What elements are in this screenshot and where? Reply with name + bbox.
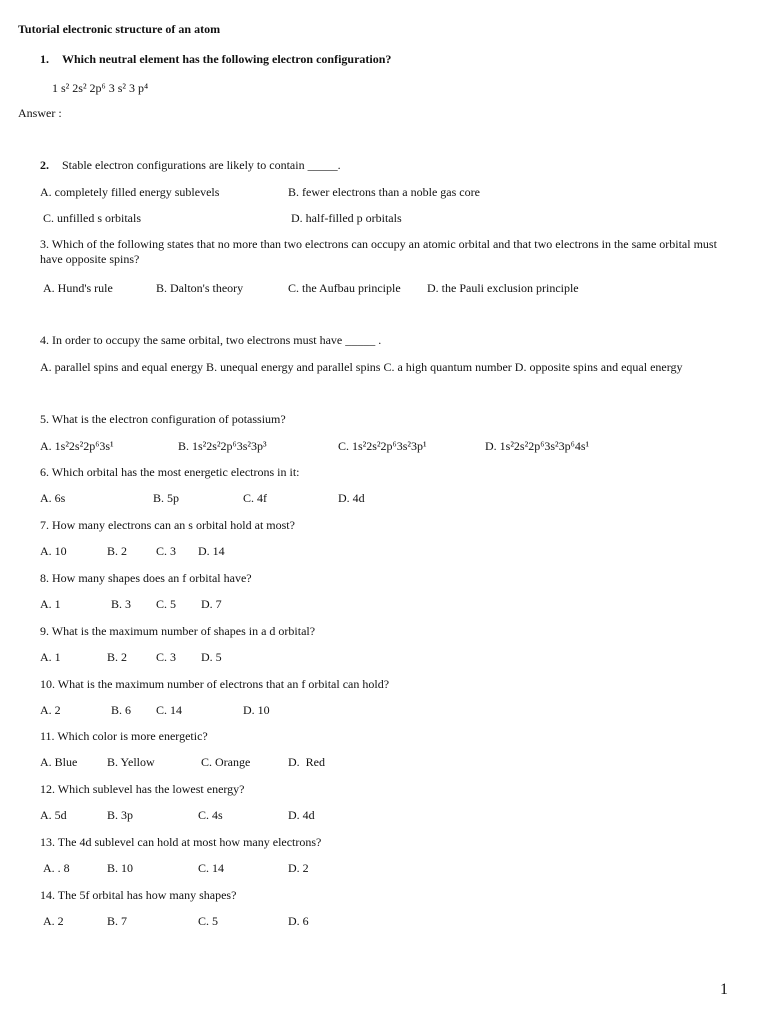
q2-option-d: D. half-filled p orbitals bbox=[291, 211, 402, 225]
q3-option-b: B. Dalton's theory bbox=[156, 281, 244, 295]
q14-text: 14. The 5f orbital has how many shapes? bbox=[40, 888, 237, 902]
q10-option-b: B. 6 bbox=[111, 703, 132, 717]
q9-option-c: C. 3 bbox=[156, 650, 177, 664]
q11-option-a: A. Blue bbox=[40, 755, 78, 769]
q14-option-d: D. 6 bbox=[288, 914, 309, 928]
q12-option-b: B. 3p bbox=[107, 808, 134, 822]
q1-answer-label: Answer : bbox=[18, 106, 62, 120]
q13-text: 13. The 4d sublevel can hold at most how many electrons? bbox=[40, 835, 322, 849]
q4-options: A. parallel spins and equal energy B. unequal energy and parallel spins C. a high quantum number D. opposite spins and equal energy bbox=[40, 360, 683, 374]
q11-option-d: D. Red bbox=[288, 755, 325, 769]
q13-option-b: B. 10 bbox=[107, 861, 134, 875]
q7-option-d: D. 14 bbox=[198, 544, 225, 558]
q5-option-c: C. 1s²2s²2p⁶3s²3p¹ bbox=[338, 439, 427, 453]
q7-option-a: A. 10 bbox=[40, 544, 67, 558]
q3-option-a: A. Hund's rule bbox=[43, 281, 113, 295]
q12-text: 12. Which sublevel has the lowest energy? bbox=[40, 782, 245, 796]
q2-option-b: B. fewer electrons than a noble gas core bbox=[288, 185, 480, 199]
q5-option-d: D. 1s²2s²2p⁶3s²3p⁶4s¹ bbox=[485, 439, 590, 453]
q5-text: 5. What is the electron configuration of potassium? bbox=[40, 412, 286, 426]
q2-number: 2. bbox=[40, 158, 49, 172]
q10-text: 10. What is the maximum number of electrons that an f orbital can hold? bbox=[40, 677, 390, 691]
q9-option-b: B. 2 bbox=[107, 650, 128, 664]
q12-option-c: C. 4s bbox=[198, 808, 223, 822]
q14-option-a: A. 2 bbox=[43, 914, 64, 928]
q10-option-c: C. 14 bbox=[156, 703, 183, 717]
q6-option-d: D. 4d bbox=[338, 491, 365, 505]
q6-option-c: C. 4f bbox=[243, 491, 267, 505]
document-title: Tutorial electronic structure of an atom bbox=[18, 22, 221, 36]
q8-text: 8. How many shapes does an f orbital have? bbox=[40, 571, 252, 585]
q8-option-d: D. 7 bbox=[201, 597, 222, 611]
q5-option-b: B. 1s²2s²2p⁶3s²3p³ bbox=[178, 439, 267, 453]
q11-text: 11. Which color is more energetic? bbox=[40, 729, 208, 743]
q10-option-a: A. 2 bbox=[40, 703, 61, 717]
q8-option-a: A. 1 bbox=[40, 597, 61, 611]
q7-option-b: B. 2 bbox=[107, 544, 128, 558]
q6-option-b: B. 5p bbox=[153, 491, 180, 505]
q1-configuration: 1 s² 2s² 2p⁶ 3 s² 3 p⁴ bbox=[52, 81, 149, 95]
q11-option-c: C. Orange bbox=[201, 755, 251, 769]
q10-option-d: D. 10 bbox=[243, 703, 270, 717]
q1-number: 1. bbox=[40, 52, 49, 66]
q12-option-a: A. 5d bbox=[40, 808, 67, 822]
q2-option-c: C. unfilled s orbitals bbox=[43, 211, 141, 225]
q14-option-c: C. 5 bbox=[198, 914, 219, 928]
q12-option-d: D. 4d bbox=[288, 808, 315, 822]
q6-text: 6. Which orbital has the most energetic electrons in it: bbox=[40, 465, 300, 479]
q3-text: 3. Which of the following states that no more than two electrons can occupy an atomic orbital and that two electrons in the same orbital must have opposite spins? bbox=[40, 237, 717, 266]
q7-text: 7. How many electrons can an s orbital hold at most? bbox=[40, 518, 295, 532]
q11-option-b: B. Yellow bbox=[107, 755, 155, 769]
q7-option-c: C. 3 bbox=[156, 544, 177, 558]
q5-option-a: A. 1s²2s²2p⁶3s¹ bbox=[40, 439, 114, 453]
q14-option-b: B. 7 bbox=[107, 914, 128, 928]
q3-option-c: C. the Aufbau principle bbox=[288, 281, 401, 295]
q6-option-a: A. 6s bbox=[40, 491, 66, 505]
q9-option-d: D. 5 bbox=[201, 650, 222, 664]
q3-option-d: D. the Pauli exclusion principle bbox=[427, 281, 579, 295]
q4-text: 4. In order to occupy the same orbital, two electrons must have _____ . bbox=[40, 333, 382, 347]
q13-option-d: D. 2 bbox=[288, 861, 309, 875]
page-number: 1 bbox=[720, 981, 728, 998]
q13-option-c: C. 14 bbox=[198, 861, 225, 875]
q2-text: Stable electron configurations are likely to contain _____. bbox=[62, 158, 341, 172]
q9-option-a: A. 1 bbox=[40, 650, 61, 664]
q8-option-b: B. 3 bbox=[111, 597, 132, 611]
q9-text: 9. What is the maximum number of shapes in a d orbital? bbox=[40, 624, 316, 638]
q13-option-a: A. . 8 bbox=[43, 861, 70, 875]
q2-option-a: A. completely filled energy sublevels bbox=[40, 185, 220, 199]
q1-text: Which neutral element has the following electron configuration? bbox=[62, 52, 392, 66]
q8-option-c: C. 5 bbox=[156, 597, 177, 611]
